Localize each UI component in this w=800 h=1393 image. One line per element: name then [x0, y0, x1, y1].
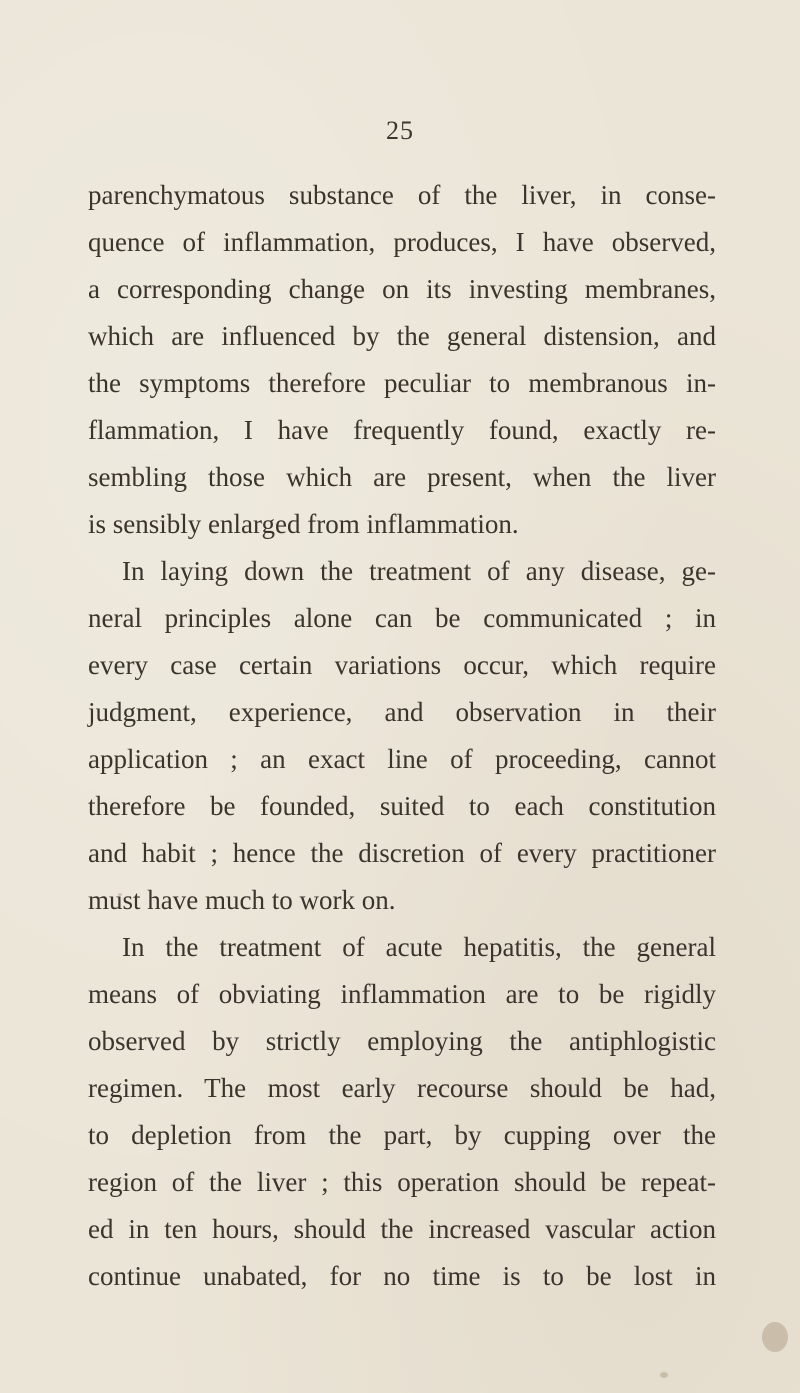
text-line: flammation, I have frequently found, exactly re- [88, 415, 716, 445]
text-line: must have much to work on. [88, 885, 396, 915]
text-line: to depletion from the part, by cupping over the [88, 1120, 716, 1150]
text-line: region of the liver ; this operation should be repeat- [88, 1167, 716, 1197]
paper-fleck [118, 893, 122, 896]
text-line: a corresponding change on its investing membranes, [88, 274, 716, 304]
text-line: therefore be founded, suited to each constitution [88, 791, 716, 821]
text-line: parenchymatous substance of the liver, in conse- [88, 180, 716, 210]
text-line: is sensibly enlarged from inflammation. [88, 509, 519, 539]
text-line: judgment, experience, and observation in their [88, 697, 716, 727]
text-line: the symptoms therefore peculiar to membranous in- [88, 368, 716, 398]
text-line: ed in ten hours, should the increased vascular action [88, 1214, 716, 1244]
text-line: which are influenced by the general distension, and [88, 321, 716, 351]
text-line: sembling those which are present, when the liver [88, 462, 716, 492]
text-line: application ; an exact line of proceeding, cannot [88, 744, 716, 774]
text-line: regimen. The most early recourse should be had, [88, 1073, 716, 1103]
page-number: 25 [386, 116, 414, 145]
text-line: every case certain variations occur, which require [88, 650, 716, 680]
text-line: means of obviating inflammation are to be rigidly [88, 979, 716, 1009]
paper-stain [762, 1322, 788, 1352]
text-line: continue unabated, for no time is to be lost in [88, 1261, 716, 1291]
text-line: quence of inflammation, produces, I have observed, [88, 227, 716, 257]
text-line: In the treatment of acute hepatitis, the general [122, 932, 716, 962]
paper-fleck [660, 1372, 668, 1378]
text-line: In laying down the treatment of any disease, ge- [122, 556, 716, 586]
text-line: and habit ; hence the discretion of every practitioner [88, 838, 716, 868]
text-line: observed by strictly employing the antiphlogistic [88, 1026, 716, 1056]
text-line: neral principles alone can be communicated ; in [88, 603, 716, 633]
